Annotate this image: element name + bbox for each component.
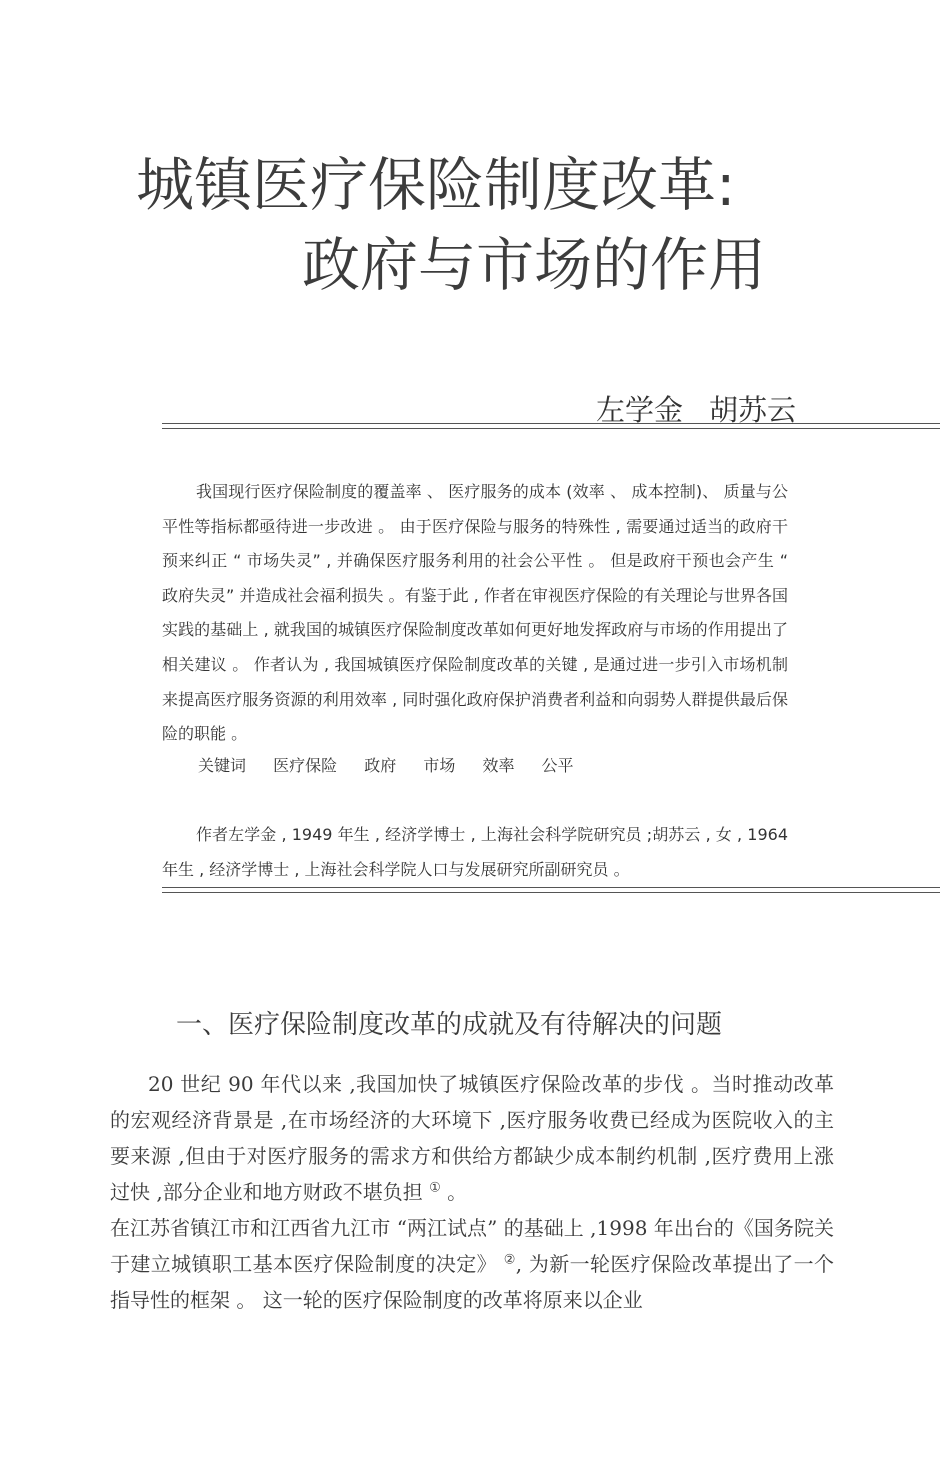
double-rule-top xyxy=(162,423,940,429)
keywords xyxy=(198,753,596,776)
body-paragraph xyxy=(110,1210,834,1318)
body-paragraph xyxy=(110,1066,834,1210)
author-info: 作者左学金 , 1949 年生 , 经济学博士 , 上海社会科学院研究员 ;胡苏云 , 女 , 1964 年生 , 经济学博士 , 上海社会科学院人口与发展研究所副研究员 。 xyxy=(162,825,788,879)
keyword: 政府 xyxy=(364,756,397,775)
section-body xyxy=(110,1066,834,1318)
keyword: 公平 xyxy=(541,756,574,775)
keywords-label: 关键词 xyxy=(198,756,247,775)
keyword: 效率 xyxy=(482,756,515,775)
footnote-ref[interactable]: ① xyxy=(429,1180,441,1196)
keyword: 医疗保险 xyxy=(273,756,338,775)
title-line-1: 城镇医疗保险制度改革: xyxy=(136,151,736,219)
author-name: 胡苏云 xyxy=(709,393,797,427)
paragraph-text: 20 世纪 90 年代以来 ,我国加快了城镇医疗保险改革的步伐 。当时推动改革的宏观经济背景是 ,在市场经济的大环境下 ,医疗服务收费已经成为医院收入的主要来源 ,但由于对医疗服务的需求方和供给方都缺少成本制约机制 ,医疗费用上涨过快 ,部分企业和地方财政不堪负担 xyxy=(110,1072,834,1204)
section-heading: 一、医疗保险制度改革的成就及有待解决的问题 xyxy=(176,1010,723,1040)
author-name: 左学金 xyxy=(596,393,684,427)
paragraph-text: 在江苏省镇江市和江西省九江市 “两江试点” 的基础上 ,1998 年出台的《国务院关于建立城镇职工基本医疗保险制度的决定》 xyxy=(110,1216,834,1276)
footnote-ref[interactable]: ② xyxy=(503,1252,516,1268)
keyword: 市场 xyxy=(423,756,456,775)
paragraph-end: , 为新一轮医疗保险改革提出了一个指导性的框架 。 这一轮的医疗保险制度的改革将原来以企业 xyxy=(110,1252,835,1312)
paragraph-end: 。 xyxy=(447,1180,468,1204)
title-line-2: 政府与市场的作用 xyxy=(302,231,767,299)
abstract: 我国现行医疗保险制度的覆盖率 、 医疗服务的成本 (效率 、 成本控制)、 质量与公平性等指标都亟待进一步改进 。 由于医疗保险与服务的特殊性 , 需要通过适当的政府干预来纠正 “ 市场失灵” , 并确保医疗服务利用的社会公平性 。 但是政府干预也会产生 “ 政府失灵” 并造成社会福利损失 。有鉴于此 , 作者在审视医疗保险的有关理论与世界各国实践的基础上 , 就我国的城镇医疗保险制度改革如何更好地发挥政府与市场的作用提出了相关建议 。 作者认为 , 我国城镇医疗保险制度改革的关键 , 是通过进一步引入市场机制来提高医疗服务资源的利用效率 , 同时强化政府保护消费者利益和向弱势人群提供最后保险的职能 。 xyxy=(162,482,788,744)
double-rule-bottom xyxy=(162,887,940,893)
